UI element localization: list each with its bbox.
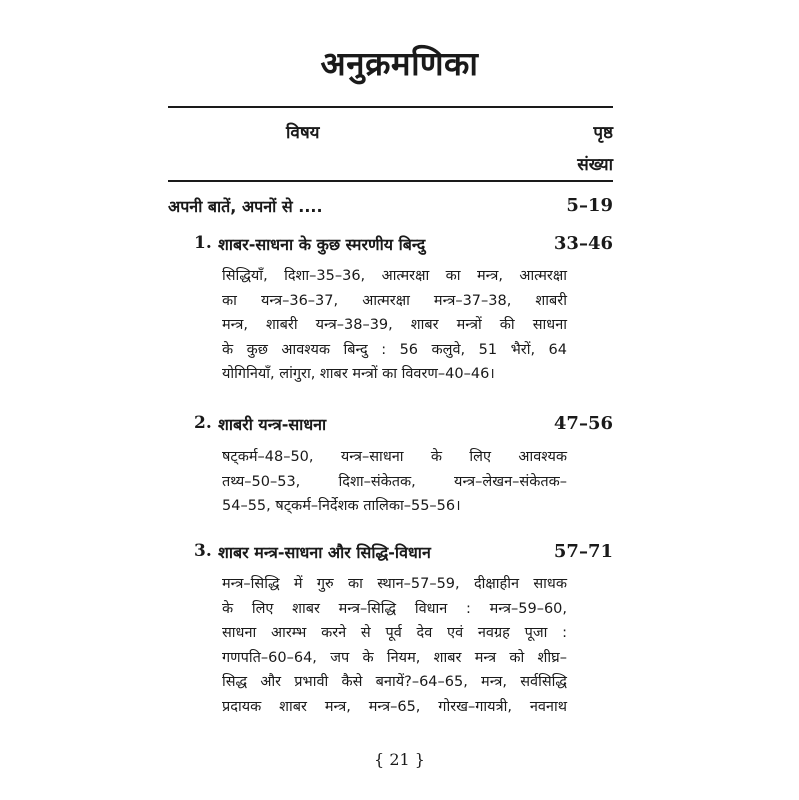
desc-line: के लिए शाबर मन्त्र–सिद्धि विधान : मन्त्र–59–60, bbox=[222, 600, 567, 617]
chapter-number: 2. bbox=[194, 413, 212, 433]
chapter-2-description bbox=[222, 445, 567, 519]
chapter-number: 1. bbox=[194, 233, 212, 253]
desc-line: साधना आरम्भ करने से पूर्व देव एवं नवग्रह पूजा : bbox=[222, 625, 567, 641]
chapter-3-description bbox=[222, 572, 567, 719]
chapter-pages: 57–71 bbox=[553, 541, 613, 562]
desc-line: प्रदायक शाबर मन्त्र, मन्त्र–65, गोरख–गायत्री, नवनाथ bbox=[222, 698, 567, 715]
page-column-header-line1: पृष्ठ bbox=[593, 123, 613, 143]
chapter-title: शाबर-साधना के कुछ स्मरणीय बिन्दु bbox=[218, 235, 426, 254]
chapter-title: शाबरी यन्त्र-साधना bbox=[218, 415, 327, 434]
desc-line: 54–55, षट्कर्म–निर्देशक तालिका–55–56। bbox=[222, 498, 461, 514]
top-rule bbox=[168, 106, 613, 108]
chapter-1-description bbox=[222, 264, 567, 387]
chapter-number: 3. bbox=[194, 541, 212, 561]
toc-entry-chapter-3 bbox=[168, 541, 613, 567]
header-bottom-rule bbox=[168, 180, 613, 182]
toc-entry-intro bbox=[168, 195, 613, 221]
desc-line: षट्कर्म–48–50, यन्त्र–साधना के लिए आवश्यक bbox=[222, 449, 567, 465]
toc-entry-chapter-1 bbox=[168, 233, 613, 259]
chapter-pages: 47–56 bbox=[553, 413, 613, 434]
desc-line: सिद्धियाँ, दिशा–35–36, आत्मरक्षा का मन्त्र, आत्मरक्षा bbox=[222, 268, 567, 284]
desc-line: तथ्य–50–53, दिशा–संकेतक, यन्त्र–लेखन–संकेतक– bbox=[222, 473, 567, 490]
desc-line: मन्त्र, शाबरी यन्त्र–38–39, शाबर मन्त्रों की साधना bbox=[222, 317, 567, 333]
page-title: अनुक्रमणिका bbox=[320, 44, 479, 83]
toc-entry-chapter-2 bbox=[168, 413, 613, 439]
desc-line: मन्त्र–सिद्धि में गुरु का स्थान–57–59, दीक्षाहीन साधक bbox=[222, 576, 567, 592]
page-column-header-line2: संख्या bbox=[577, 155, 613, 175]
desc-line: योगिनियाँ, लांगुरा, शाबर मन्त्रों का विवरण–40–46। bbox=[222, 366, 495, 382]
desc-line: का यन्त्र–36–37, आत्मरक्षा मन्त्र–37–38, शाबरी bbox=[222, 292, 567, 309]
page-number: { 21 } bbox=[374, 750, 425, 769]
chapter-title: शाबर मन्त्र-साधना और सिद्धि-विधान bbox=[218, 543, 431, 562]
desc-line: गणपति–60–64, जप के नियम, शाबर मन्त्र को शीघ्र– bbox=[222, 649, 567, 666]
chapter-pages: 33–46 bbox=[553, 233, 613, 254]
desc-line: सिद्ध और प्रभावी कैसे बनायें?–64–65, मन्त्र, सर्वसिद्धि bbox=[222, 674, 567, 690]
entry-pages: 5–19 bbox=[566, 195, 613, 216]
entry-title: अपनी बातें, अपनों से .... bbox=[168, 197, 323, 216]
desc-line: के कुछ आवश्यक बिन्दु : 56 कलुवे, 51 भैरों, 64 bbox=[222, 341, 567, 358]
subject-column-header: विषय bbox=[286, 123, 320, 143]
